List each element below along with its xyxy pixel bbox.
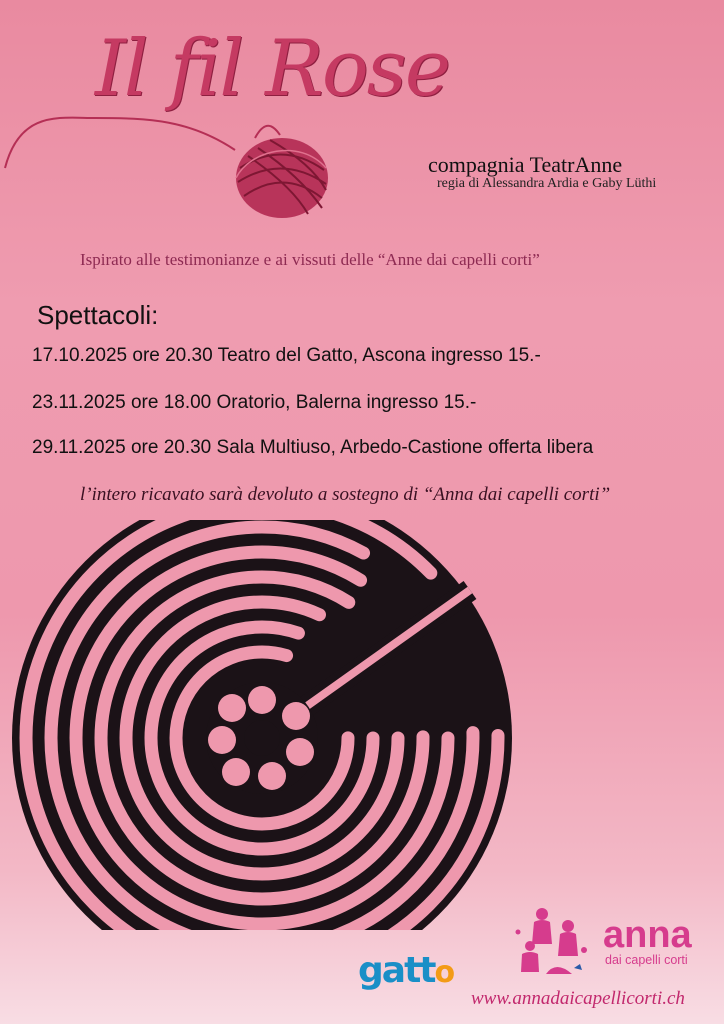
show-item: 23.11.2025 ore 18.00 Oratorio, Balerna ingresso 15.- (32, 392, 477, 413)
show-item: 29.11.2025 ore 20.30 Sala Multiuso, Arbedo-Castione offerta libera (32, 437, 594, 458)
tagline: Ispirato alle testimonianze e ai vissuti delle “Anne dai capelli corti” (80, 250, 540, 269)
website-link[interactable]: www.annadaicapellicorti.ch (471, 988, 685, 1009)
anna-logo-figures-icon (512, 902, 594, 982)
donation-note: l’intero ricavato sarà devoluto a sostegno di “Anna dai capelli corti” (80, 484, 611, 505)
labyrinth-illustration (0, 520, 530, 930)
poster-title: Il fil Rose (95, 24, 449, 114)
show-item: 17.10.2025 ore 20.30 Teatro del Gatto, Ascona ingresso 15.- (32, 345, 541, 366)
anna-logo-subtitle: dai capelli corti (605, 953, 688, 967)
yarn-ball-icon (236, 138, 328, 218)
direction-credit: regia di Alessandra Ardia e Gaby Lüthi (437, 176, 657, 191)
gatto-logo: gatto (358, 950, 454, 991)
company-name: compagnia TeatrAnne (428, 152, 623, 177)
shows-heading: Spettacoli: (37, 300, 159, 330)
anna-logo-name: anna (603, 914, 692, 956)
